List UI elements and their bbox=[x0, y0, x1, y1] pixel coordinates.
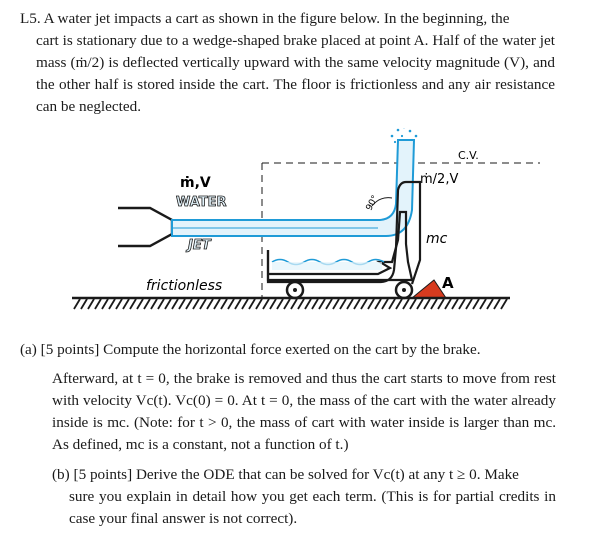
floor-hatch-mark bbox=[242, 299, 248, 309]
floor-hatch-mark bbox=[354, 299, 360, 309]
floor-hatch-mark bbox=[263, 299, 269, 309]
floor-hatch-mark bbox=[130, 299, 136, 309]
floor-hatch-mark bbox=[319, 299, 325, 309]
floor-hatch-mark bbox=[88, 299, 94, 309]
floor-hatch-mark bbox=[291, 299, 297, 309]
floor-hatch-mark bbox=[200, 299, 206, 309]
label-frictionless: frictionless bbox=[146, 278, 223, 294]
floor-hatch-mark bbox=[431, 299, 437, 309]
floor-hatch-mark bbox=[81, 299, 87, 309]
floor-hatch-mark bbox=[151, 299, 157, 309]
floor-hatch-mark bbox=[179, 299, 185, 309]
floor-hatch-mark bbox=[361, 299, 367, 309]
floor-hatch-mark bbox=[298, 299, 304, 309]
label-half-mass-flow: ṁ/2,V bbox=[420, 172, 459, 187]
problem-intro bbox=[20, 8, 555, 118]
floor-hatch-mark bbox=[340, 299, 346, 309]
floor-hatch-mark bbox=[186, 299, 192, 309]
floor-hatch-mark bbox=[501, 299, 507, 309]
floor-hatch-mark bbox=[347, 299, 353, 309]
floor-hatch-mark bbox=[382, 299, 388, 309]
label-water: WATER bbox=[176, 195, 227, 210]
floor-hatch-mark bbox=[256, 299, 262, 309]
floor-hatch-mark bbox=[165, 299, 171, 309]
floor-hatch-mark bbox=[466, 299, 472, 309]
floor-hatch-mark bbox=[144, 299, 150, 309]
floor-hatch-mark bbox=[249, 299, 255, 309]
floor-hatch-mark bbox=[207, 299, 213, 309]
floor-hatch-mark bbox=[158, 299, 164, 309]
floor-hatch-mark bbox=[396, 299, 402, 309]
wedge-brake bbox=[412, 280, 446, 298]
nozzle bbox=[118, 208, 172, 246]
floor-hatch-mark bbox=[452, 299, 458, 309]
floor-hatch-mark bbox=[375, 299, 381, 309]
floor-hatch-mark bbox=[221, 299, 227, 309]
floor-hatch-mark bbox=[438, 299, 444, 309]
floor-hatch-mark bbox=[424, 299, 430, 309]
floor-hatch-mark bbox=[389, 299, 395, 309]
floor-hatch-mark bbox=[137, 299, 143, 309]
label-point-a: A bbox=[442, 274, 454, 292]
label-angle: 90° bbox=[364, 193, 381, 213]
floor-hatch-mark bbox=[445, 299, 451, 309]
part-b-question bbox=[52, 464, 556, 530]
floor-hatch-mark bbox=[116, 299, 122, 309]
floor-hatch-mark bbox=[270, 299, 276, 309]
part-b-line1: (b) [5 points] Derive the ODE that can be solved for Vc(t) at any t ≥ 0. Make bbox=[52, 466, 519, 483]
floor-hatch-mark bbox=[480, 299, 486, 309]
part-a-question: (a) [5 points] Compute the horizontal force exerted on the cart by the brake. bbox=[20, 341, 481, 358]
label-jet: JET bbox=[188, 238, 211, 253]
floor-hatch-mark bbox=[193, 299, 199, 309]
floor-hatch-mark bbox=[214, 299, 220, 309]
floor-hatch-mark bbox=[410, 299, 416, 309]
floor-hatch-mark bbox=[235, 299, 241, 309]
floor-hatch-mark bbox=[305, 299, 311, 309]
part-b-body: sure you explain in detail how you get each term. (This is for partial credits in case your final answer is not correct). bbox=[69, 488, 556, 527]
floor-hatch-mark bbox=[228, 299, 234, 309]
floor-hatch-mark bbox=[459, 299, 465, 309]
floor-hatch-mark bbox=[403, 299, 409, 309]
floor-hatch-mark bbox=[95, 299, 101, 309]
label-control-volume: C.V. bbox=[458, 149, 479, 162]
floor-hatch-mark bbox=[326, 299, 332, 309]
floor-hatch-mark bbox=[109, 299, 115, 309]
floor-hatch-mark bbox=[123, 299, 129, 309]
floor-hatch-mark bbox=[277, 299, 283, 309]
floor-hatch-mark bbox=[368, 299, 374, 309]
label-mass-flow-velocity: ṁ,V bbox=[180, 175, 211, 191]
label-cart-mass: mc bbox=[426, 231, 448, 247]
floor-hatch-mark bbox=[487, 299, 493, 309]
problem-intro-line1: L5. A water jet impacts a cart as shown in the figure below. In the beginning, the bbox=[20, 10, 510, 27]
floor-hatch-mark bbox=[102, 299, 108, 309]
stored-water bbox=[272, 262, 382, 270]
floor-hatch-mark bbox=[284, 299, 290, 309]
floor-hatch-mark bbox=[74, 299, 80, 309]
cart-wheel-right bbox=[396, 282, 412, 298]
floor-hatch-mark bbox=[473, 299, 479, 309]
floor-hatch-mark bbox=[333, 299, 339, 309]
afterward-paragraph: Afterward, at t = 0, the brake is removed and thus the cart starts to move from rest with velocity Vc(t). Vc(0) = 0. At t = 0, the mass of the cart with the water already inside is mc. (Note: for t > 0, the mass of cart with water inside is larger than mc. As defined, mc is a constant, not a function of t.) bbox=[52, 370, 556, 453]
cart-wheel-left bbox=[287, 282, 303, 298]
problem-intro-body: cart is stationary due to a wedge-shaped brake placed at point A. Half of the water jet mass (ṁ/2) is deflected vertically upward with the same velocity magnitude (V), and the other half is stored inside the cart. The floor is frictionless and any air resistance can be neglected. bbox=[36, 32, 555, 115]
floor-hatching bbox=[74, 299, 507, 309]
floor-hatch-mark bbox=[494, 299, 500, 309]
water-jet-cart-figure bbox=[0, 128, 593, 333]
floor-hatch-mark bbox=[312, 299, 318, 309]
floor-hatch-mark bbox=[172, 299, 178, 309]
floor-hatch-mark bbox=[417, 299, 423, 309]
